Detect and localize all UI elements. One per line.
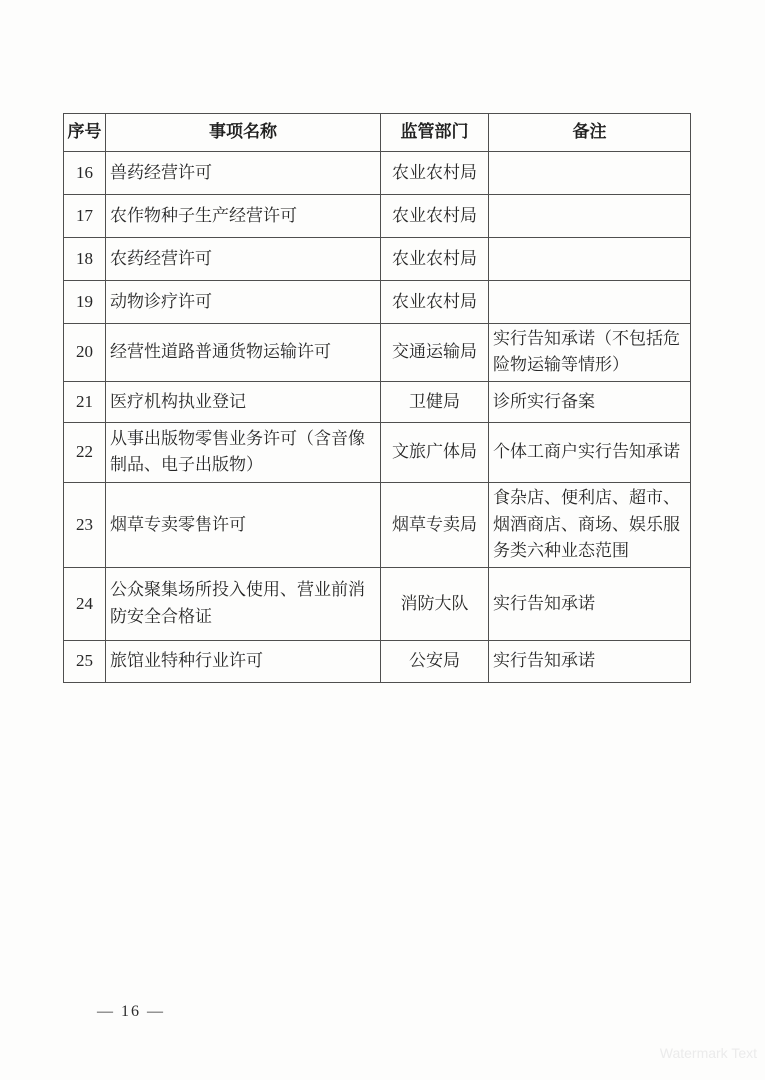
watermark-text: Watermark Text (659, 1045, 757, 1061)
cell-dept: 文旅广体局 (381, 422, 489, 482)
cell-no: 20 (64, 324, 106, 382)
cell-name: 经营性道路普通货物运输许可 (106, 324, 381, 382)
cell-no: 19 (64, 281, 106, 324)
cell-no: 23 (64, 482, 106, 567)
cell-no: 22 (64, 422, 106, 482)
cell-note: 诊所实行备案 (489, 381, 691, 422)
table-row (64, 640, 691, 682)
cell-name: 农作物种子生产经营许可 (106, 195, 381, 238)
cell-name: 兽药经营许可 (106, 152, 381, 195)
cell-note (489, 152, 691, 195)
cell-no: 16 (64, 152, 106, 195)
cell-name: 医疗机构执业登记 (106, 381, 381, 422)
header-cell-note: 备注 (489, 114, 691, 152)
cell-no: 18 (64, 238, 106, 281)
cell-note: 实行告知承诺 (489, 640, 691, 682)
table-row (64, 422, 691, 482)
cell-dept: 农业农村局 (381, 281, 489, 324)
cell-dept: 公安局 (381, 640, 489, 682)
cell-dept: 农业农村局 (381, 238, 489, 281)
cell-dept: 农业农村局 (381, 152, 489, 195)
cell-note: 实行告知承诺（不包括危险物运输等情形） (489, 324, 691, 382)
cell-note: 食杂店、便利店、超市、烟酒商店、商场、娱乐服务类六种业态范围 (489, 482, 691, 567)
table-row (64, 238, 691, 281)
table-row (64, 567, 691, 640)
cell-note (489, 281, 691, 324)
cell-note: 实行告知承诺 (489, 567, 691, 640)
cell-no: 17 (64, 195, 106, 238)
cell-name: 农药经营许可 (106, 238, 381, 281)
cell-name: 公众聚集场所投入使用、营业前消防安全合格证 (106, 567, 381, 640)
table-row (64, 381, 691, 422)
table-row (64, 324, 691, 382)
cell-name: 动物诊疗许可 (106, 281, 381, 324)
cell-note: 个体工商户实行告知承诺 (489, 422, 691, 482)
cell-dept: 交通运输局 (381, 324, 489, 382)
cell-no: 21 (64, 381, 106, 422)
cell-no: 24 (64, 567, 106, 640)
cell-note (489, 238, 691, 281)
header-cell-no: 序号 (64, 114, 106, 152)
table-row (64, 482, 691, 567)
table-header-row (64, 114, 691, 152)
cell-name: 从事出版物零售业务许可（含音像制品、电子出版物） (106, 422, 381, 482)
cell-no: 25 (64, 640, 106, 682)
page-number: — 16 — (97, 1003, 165, 1020)
table-row (64, 152, 691, 195)
header-cell-name: 事项名称 (106, 114, 381, 152)
cell-dept: 烟草专卖局 (381, 482, 489, 567)
cell-note (489, 195, 691, 238)
licensing-items-table (63, 113, 691, 683)
cell-name: 烟草专卖零售许可 (106, 482, 381, 567)
cell-name: 旅馆业特种行业许可 (106, 640, 381, 682)
cell-dept: 消防大队 (381, 567, 489, 640)
cell-dept: 农业农村局 (381, 195, 489, 238)
cell-dept: 卫健局 (381, 381, 489, 422)
header-cell-dept: 监管部门 (381, 114, 489, 152)
table-row (64, 281, 691, 324)
table-row (64, 195, 691, 238)
